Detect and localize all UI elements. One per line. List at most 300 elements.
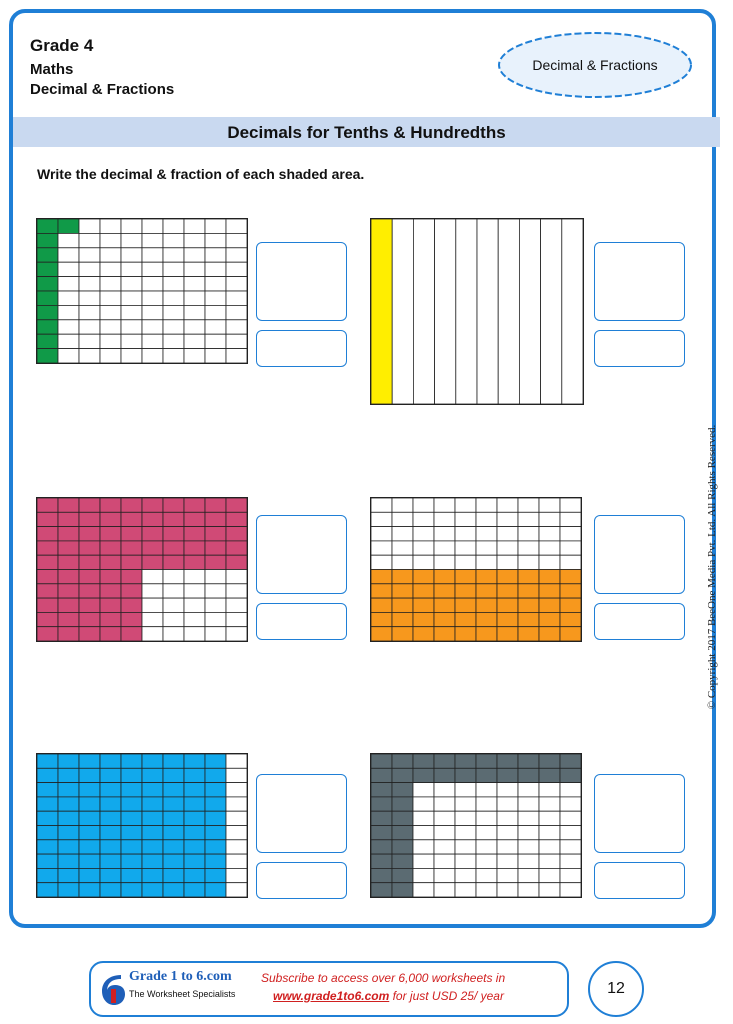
grid-cell xyxy=(163,349,184,363)
grid-cell xyxy=(476,498,497,512)
grid-cell xyxy=(163,541,184,555)
grid-cell xyxy=(121,783,142,797)
grid-cell xyxy=(539,570,560,584)
grid-cell xyxy=(184,854,205,868)
decimal-answer-box-1[interactable] xyxy=(256,330,347,367)
grid-cell xyxy=(58,291,79,305)
grid-cell xyxy=(121,248,142,262)
subject-label: Maths xyxy=(30,61,74,78)
grid-cell xyxy=(497,584,518,598)
grid-cell xyxy=(497,541,518,555)
grid-cell xyxy=(58,233,79,247)
grid-cell xyxy=(163,305,184,319)
grid-cell xyxy=(455,883,476,897)
grid-cell xyxy=(184,570,205,584)
grid-cell xyxy=(518,768,539,782)
grid-cell xyxy=(121,868,142,882)
grid-cell xyxy=(371,826,392,840)
grid-cell xyxy=(539,498,560,512)
grid-cell xyxy=(121,840,142,854)
grid-cell xyxy=(226,262,247,276)
grid-cell xyxy=(184,233,205,247)
grid-svg-6 xyxy=(371,754,581,897)
grid-cell xyxy=(205,320,226,334)
grid-cell xyxy=(100,811,121,825)
grid-cell xyxy=(79,320,100,334)
grid-cell xyxy=(392,512,413,526)
grid-svg-3 xyxy=(37,498,247,641)
grid-cell xyxy=(560,840,581,854)
grid-cell xyxy=(100,305,121,319)
grid-cell xyxy=(434,584,455,598)
grid-cell xyxy=(142,512,163,526)
grid-cell xyxy=(37,219,58,233)
grid-cell xyxy=(142,349,163,363)
grid-cell xyxy=(37,349,58,363)
grid-cell xyxy=(142,868,163,882)
grid-cell xyxy=(205,349,226,363)
grid-cell xyxy=(142,291,163,305)
grid-cell xyxy=(58,783,79,797)
decimal-answer-box-6[interactable] xyxy=(594,862,685,899)
badge-label: Decimal & Fractions xyxy=(532,57,658,73)
grid-cell xyxy=(371,840,392,854)
grid-cell xyxy=(121,797,142,811)
grid-cell xyxy=(371,219,392,404)
grid-cell xyxy=(163,612,184,626)
fraction-answer-box-3[interactable] xyxy=(256,515,347,594)
grid-cell xyxy=(455,754,476,768)
subscribe-text-line2 xyxy=(273,989,504,1003)
grid-cell xyxy=(37,541,58,555)
grid-cell xyxy=(37,612,58,626)
decimal-answer-box-5[interactable] xyxy=(256,862,347,899)
grid-cell xyxy=(79,797,100,811)
grid-cell xyxy=(100,598,121,612)
grid-cell xyxy=(205,291,226,305)
grid-cell xyxy=(519,219,540,404)
grid-cell xyxy=(37,883,58,897)
grid-cell xyxy=(392,768,413,782)
grid-cell xyxy=(392,883,413,897)
grid-cell xyxy=(539,811,560,825)
grid-cell xyxy=(37,498,58,512)
grid-cell xyxy=(205,840,226,854)
grid-cell xyxy=(163,854,184,868)
grid-cell xyxy=(413,527,434,541)
grid-cell xyxy=(371,598,392,612)
grid-cell xyxy=(37,797,58,811)
grid-cell xyxy=(184,754,205,768)
grid-cell xyxy=(413,512,434,526)
grid-cell xyxy=(184,627,205,641)
grid-cell xyxy=(163,334,184,348)
grid-cell xyxy=(455,783,476,797)
grid-cell xyxy=(205,233,226,247)
subscribe-price: for just USD 25/ year xyxy=(389,989,504,1003)
grid-cell xyxy=(79,262,100,276)
grid-cell xyxy=(37,627,58,641)
grid-cell xyxy=(560,627,581,641)
grid-cell xyxy=(413,768,434,782)
grid-cell xyxy=(434,783,455,797)
grid-cell xyxy=(476,868,497,882)
grid-cell xyxy=(79,349,100,363)
grid-cell xyxy=(37,854,58,868)
grid-cell xyxy=(226,854,247,868)
grid-cell xyxy=(58,584,79,598)
grid-cell xyxy=(205,612,226,626)
grid-problem-4 xyxy=(370,497,582,642)
grid-cell xyxy=(539,854,560,868)
grid-cell xyxy=(226,754,247,768)
grid-cell xyxy=(371,627,392,641)
grid-cell xyxy=(539,840,560,854)
fraction-answer-box-4[interactable] xyxy=(594,515,685,594)
grid-cell xyxy=(518,598,539,612)
grid-cell xyxy=(58,612,79,626)
grid-cell xyxy=(497,627,518,641)
grid-cell xyxy=(205,498,226,512)
grid-cell xyxy=(58,248,79,262)
page-number: 12 xyxy=(588,961,644,1017)
grid-cell xyxy=(392,797,413,811)
grid-cell xyxy=(79,840,100,854)
grid-cell xyxy=(142,262,163,276)
grid-cell xyxy=(226,541,247,555)
grid-cell xyxy=(100,612,121,626)
grid-cell xyxy=(539,754,560,768)
grid-cell xyxy=(371,783,392,797)
fraction-answer-box-1[interactable] xyxy=(256,242,347,321)
grid-cell xyxy=(560,883,581,897)
grid-cell xyxy=(476,527,497,541)
grid-cell xyxy=(434,598,455,612)
grid-cell xyxy=(184,349,205,363)
grid-cell xyxy=(142,797,163,811)
decimal-answer-box-3[interactable] xyxy=(256,603,347,640)
grid-cell xyxy=(455,570,476,584)
grid-cell xyxy=(142,570,163,584)
grid-cell xyxy=(392,598,413,612)
grid-cell xyxy=(205,754,226,768)
grid-cell xyxy=(477,219,498,404)
grid-cell xyxy=(163,797,184,811)
grid-cell xyxy=(226,826,247,840)
grid-cell xyxy=(58,349,79,363)
grid-cell xyxy=(142,305,163,319)
grid-cell xyxy=(226,768,247,782)
grid-cell xyxy=(455,498,476,512)
grid-cell xyxy=(163,584,184,598)
grid-cell xyxy=(58,826,79,840)
grid-cell xyxy=(142,768,163,782)
grid-cell xyxy=(226,219,247,233)
grid-cell xyxy=(121,305,142,319)
grid-cell xyxy=(79,783,100,797)
grid-cell xyxy=(497,811,518,825)
grid-cell xyxy=(58,797,79,811)
grid-cell xyxy=(100,783,121,797)
grid-cell xyxy=(100,555,121,569)
grid-cell xyxy=(392,219,413,404)
grid-cell xyxy=(58,555,79,569)
grid-cell xyxy=(121,349,142,363)
grid-cell xyxy=(58,854,79,868)
grid-cell xyxy=(121,334,142,348)
grid-cell xyxy=(413,797,434,811)
grid-cell xyxy=(226,783,247,797)
grid-cell xyxy=(476,883,497,897)
grid-cell xyxy=(371,797,392,811)
grid-cell xyxy=(392,783,413,797)
grid-cell xyxy=(121,598,142,612)
grid-cell xyxy=(371,883,392,897)
grid-cell xyxy=(392,754,413,768)
grid-cell xyxy=(413,826,434,840)
grid-cell xyxy=(226,334,247,348)
grid-cell xyxy=(476,598,497,612)
grid-cell xyxy=(184,612,205,626)
grid-cell xyxy=(560,512,581,526)
grid-cell xyxy=(455,555,476,569)
grid-cell xyxy=(435,219,456,404)
grid-cell xyxy=(226,527,247,541)
grid-cell xyxy=(100,320,121,334)
grid-cell xyxy=(163,840,184,854)
grid-cell xyxy=(371,868,392,882)
grid-cell xyxy=(392,541,413,555)
grid-cell xyxy=(518,797,539,811)
subscribe-text-line1: Subscribe to access over 6,000 worksheets in xyxy=(261,971,506,985)
fraction-answer-box-2[interactable] xyxy=(594,242,685,321)
grid-cell xyxy=(163,826,184,840)
grid-cell xyxy=(476,541,497,555)
grid-cell xyxy=(163,811,184,825)
grid-cell xyxy=(205,305,226,319)
grid-cell xyxy=(121,320,142,334)
grid-cell xyxy=(79,584,100,598)
grid-cell xyxy=(456,219,477,404)
grid-cell xyxy=(560,768,581,782)
grid-cell xyxy=(560,598,581,612)
grid-problem-6 xyxy=(370,753,582,898)
footer-banner[interactable] xyxy=(89,961,569,1017)
grid-cell xyxy=(163,262,184,276)
grid-cell xyxy=(58,768,79,782)
grid-cell xyxy=(58,840,79,854)
grid-cell xyxy=(205,334,226,348)
grid-cell xyxy=(121,826,142,840)
grid-cell xyxy=(37,840,58,854)
grid-cell xyxy=(539,826,560,840)
grid-cell xyxy=(163,783,184,797)
grid-cell xyxy=(497,840,518,854)
grid-cell xyxy=(37,811,58,825)
grid-cell xyxy=(518,840,539,854)
grid-cell xyxy=(371,570,392,584)
grid-cell xyxy=(476,612,497,626)
grid-cell xyxy=(163,768,184,782)
grid-cell xyxy=(476,754,497,768)
grid-cell xyxy=(392,498,413,512)
grid-cell xyxy=(539,541,560,555)
grid-cell xyxy=(518,570,539,584)
grid-cell xyxy=(205,826,226,840)
grid-cell xyxy=(58,527,79,541)
grid-cell xyxy=(455,854,476,868)
grid-cell xyxy=(434,570,455,584)
grid-cell xyxy=(226,584,247,598)
grid-cell xyxy=(163,219,184,233)
grid-cell xyxy=(560,584,581,598)
grid-cell xyxy=(100,512,121,526)
grid-cell xyxy=(205,783,226,797)
grid-cell xyxy=(434,541,455,555)
grid-cell xyxy=(79,233,100,247)
grid-cell xyxy=(371,584,392,598)
grid-problem-3 xyxy=(36,497,248,642)
grid-cell xyxy=(205,768,226,782)
grid-cell xyxy=(37,783,58,797)
grid-cell xyxy=(37,754,58,768)
grid-cell xyxy=(58,305,79,319)
grid-cell xyxy=(413,219,434,404)
grid-cell xyxy=(184,868,205,882)
grid-cell xyxy=(100,248,121,262)
grid-cell xyxy=(455,826,476,840)
grid-cell xyxy=(226,233,247,247)
grid-cell xyxy=(518,527,539,541)
grid-cell xyxy=(142,584,163,598)
worksheet-title: Decimals for Tenths & Hundredths xyxy=(227,123,506,142)
grid-cell xyxy=(560,754,581,768)
decimal-answer-box-4[interactable] xyxy=(594,603,685,640)
grid-cell xyxy=(518,883,539,897)
grid-cell xyxy=(37,277,58,291)
grid-cell xyxy=(455,797,476,811)
grid-cell xyxy=(121,527,142,541)
grid-cell xyxy=(560,570,581,584)
grid-cell xyxy=(371,541,392,555)
grid-cell xyxy=(184,527,205,541)
grid-cell xyxy=(455,811,476,825)
grid-cell xyxy=(100,868,121,882)
grid-cell xyxy=(184,584,205,598)
grid-cell xyxy=(392,527,413,541)
grid-cell xyxy=(184,840,205,854)
grid-cell xyxy=(184,826,205,840)
grid-cell xyxy=(184,512,205,526)
grid-cell xyxy=(392,811,413,825)
grid-cell xyxy=(142,627,163,641)
grid-cell xyxy=(455,868,476,882)
grid-cell xyxy=(226,277,247,291)
grid-cell xyxy=(184,555,205,569)
grid-cell xyxy=(184,334,205,348)
grid-cell xyxy=(121,570,142,584)
grid-cell xyxy=(58,277,79,291)
grid-cell xyxy=(518,854,539,868)
grid-cell xyxy=(37,334,58,348)
grid-cell xyxy=(79,498,100,512)
grid-cell xyxy=(392,627,413,641)
grid-cell xyxy=(121,291,142,305)
grid-cell xyxy=(163,555,184,569)
grid-cell xyxy=(226,305,247,319)
grid-cell xyxy=(79,826,100,840)
grid-cell xyxy=(184,262,205,276)
grid-cell xyxy=(205,512,226,526)
grid-cell xyxy=(541,219,562,404)
grid-cell xyxy=(79,868,100,882)
grid-cell xyxy=(226,612,247,626)
grid-cell xyxy=(518,498,539,512)
grid-cell xyxy=(100,768,121,782)
grid-cell xyxy=(498,219,519,404)
fraction-answer-box-6[interactable] xyxy=(594,774,685,853)
grid-cell xyxy=(58,868,79,882)
grid-cell xyxy=(226,349,247,363)
grid-cell xyxy=(79,248,100,262)
grid-cell xyxy=(184,797,205,811)
grid-cell xyxy=(100,291,121,305)
grid-cell xyxy=(100,277,121,291)
grid-cell xyxy=(205,219,226,233)
grid-cell xyxy=(392,584,413,598)
grid-cell xyxy=(371,555,392,569)
grid-cell xyxy=(413,541,434,555)
grid-cell xyxy=(518,541,539,555)
grid-cell xyxy=(163,570,184,584)
decimal-answer-box-2[interactable] xyxy=(594,330,685,367)
grid-cell xyxy=(455,840,476,854)
grid-cell xyxy=(476,555,497,569)
fraction-answer-box-5[interactable] xyxy=(256,774,347,853)
grid-cell xyxy=(226,883,247,897)
grid-cell xyxy=(226,797,247,811)
grid-cell xyxy=(518,612,539,626)
grid-cell xyxy=(121,262,142,276)
grid-cell xyxy=(142,527,163,541)
grid-cell xyxy=(37,527,58,541)
grid-cell xyxy=(205,262,226,276)
grid-cell xyxy=(184,541,205,555)
grid-cell xyxy=(539,783,560,797)
grid-cell xyxy=(226,868,247,882)
grid-cell xyxy=(205,854,226,868)
grid-cell xyxy=(434,854,455,868)
grid-cell xyxy=(79,527,100,541)
grid-cell xyxy=(497,754,518,768)
grid-cell xyxy=(184,768,205,782)
grid-cell xyxy=(518,754,539,768)
grid-cell xyxy=(413,840,434,854)
grid-cell xyxy=(434,868,455,882)
grid-cell xyxy=(413,612,434,626)
grid-cell xyxy=(58,219,79,233)
grid-cell xyxy=(37,262,58,276)
grid-cell xyxy=(163,277,184,291)
grid-cell xyxy=(392,854,413,868)
grid-cell xyxy=(497,783,518,797)
grid-cell xyxy=(518,627,539,641)
copyright-notice: © Copyright 2017 BeeOne Media Pvt. Ltd. All Rights Reserved. xyxy=(706,424,718,710)
subscribe-link[interactable]: www.grade1to6.com xyxy=(273,989,390,1003)
grid-cell xyxy=(100,262,121,276)
grid-cell xyxy=(121,498,142,512)
grid-cell xyxy=(121,883,142,897)
